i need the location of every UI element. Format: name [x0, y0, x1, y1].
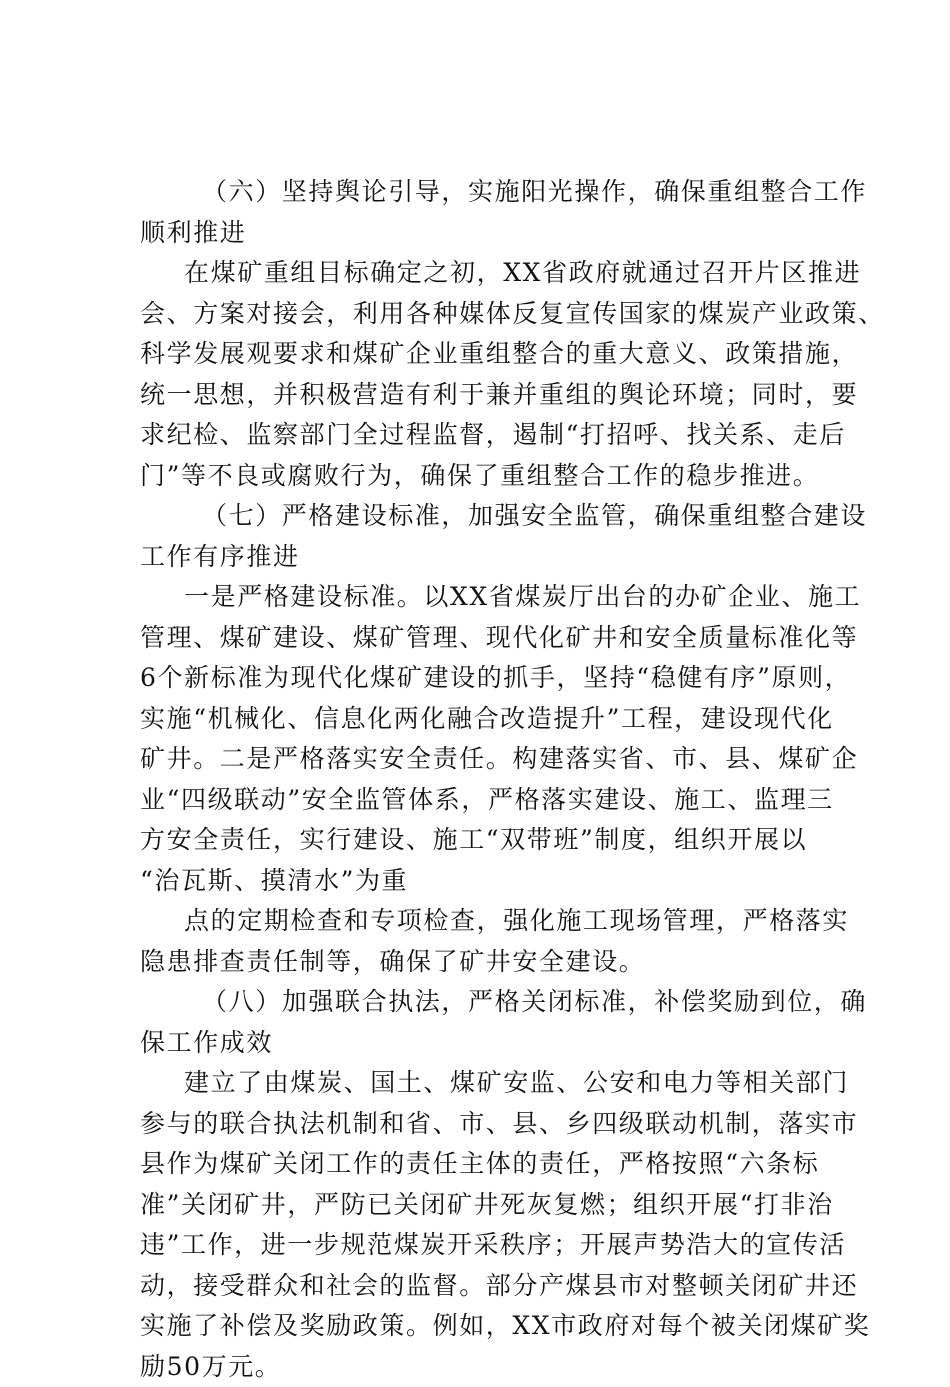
text-line: 隐患排查责任制等，确保了矿井安全建设。: [140, 942, 840, 983]
text-line: 科学发展观要求和煤矿企业重组整合的重大意义、政策措施，: [140, 334, 840, 375]
text-line: 参与的联合执法机制和省、市、县、乡四级联动机制，落实市: [140, 1104, 840, 1145]
text-line: 求纪检、监察部门全过程监督，遏制“打招呼、找关系、走后: [140, 415, 840, 456]
text-line: 统一思想，并积极营造有利于兼并重组的舆论环境；同时，要: [140, 375, 840, 416]
text-line: 方安全责任，实行建设、施工“双带班”制度，组织开展以: [140, 820, 840, 861]
document-body: [140, 172, 840, 1387]
text-line: 违”工作，进一步规范煤炭开采秩序；开展声势浩大的宣传活: [140, 1225, 840, 1266]
text-line: 管理、煤矿建设、煤矿管理、现代化矿井和安全质量标准化等: [140, 618, 840, 659]
text-line: 县作为煤矿关闭工作的责任主体的责任，严格按照“六条标: [140, 1144, 840, 1185]
text-line: “治瓦斯、摸清水”为重: [140, 861, 840, 902]
text-line: 保工作成效: [140, 1023, 840, 1064]
text-line: 6个新标准为现代化煤矿建设的抓手，坚持“稳健有序”原则，: [140, 658, 840, 699]
text-line: 动，接受群众和社会的监督。部分产煤县市对整顿关闭矿井还: [140, 1266, 840, 1307]
section-heading-line: （七）严格建设标准，加强安全监管，确保重组整合建设: [140, 496, 840, 537]
text-line: 业“四级联动”安全监管体系，严格落实建设、施工、监理三: [140, 780, 840, 821]
paragraph-first-line: 在煤矿重组目标确定之初，XX省政府就通过召开片区推进: [140, 253, 840, 294]
text-line: 励50万元。: [140, 1347, 840, 1387]
paragraph-first-line: 点的定期检查和专项检查，强化施工现场管理，严格落实: [140, 901, 840, 942]
text-line: 会、方案对接会，利用各种媒体反复宣传国家的煤炭产业政策、: [140, 294, 840, 335]
text-line: 实施了补偿及奖励政策。例如，XX市政府对每个被关闭煤矿奖: [140, 1306, 840, 1347]
paragraph-first-line: 建立了由煤炭、国土、煤矿安监、公安和电力等相关部门: [140, 1063, 840, 1104]
text-line: 顺利推进: [140, 213, 840, 254]
text-line: 实施“机械化、信息化两化融合改造提升”工程，建设现代化: [140, 699, 840, 740]
text-line: 准”关闭矿井，严防已关闭矿井死灰复燃；组织开展“打非治: [140, 1185, 840, 1226]
paragraph-first-line: 一是严格建设标准。以XX省煤炭厅出台的办矿企业、施工: [140, 577, 840, 618]
text-line: 门”等不良或腐败行为，确保了重组整合工作的稳步推进。: [140, 456, 840, 497]
section-heading-line: （八）加强联合执法，严格关闭标准，补偿奖励到位，确: [140, 982, 840, 1023]
text-line: 矿井。二是严格落实安全责任。构建落实省、市、县、煤矿企: [140, 739, 840, 780]
text-line: 工作有序推进: [140, 537, 840, 578]
section-heading-line: （六）坚持舆论引导，实施阳光操作，确保重组整合工作: [140, 172, 840, 213]
